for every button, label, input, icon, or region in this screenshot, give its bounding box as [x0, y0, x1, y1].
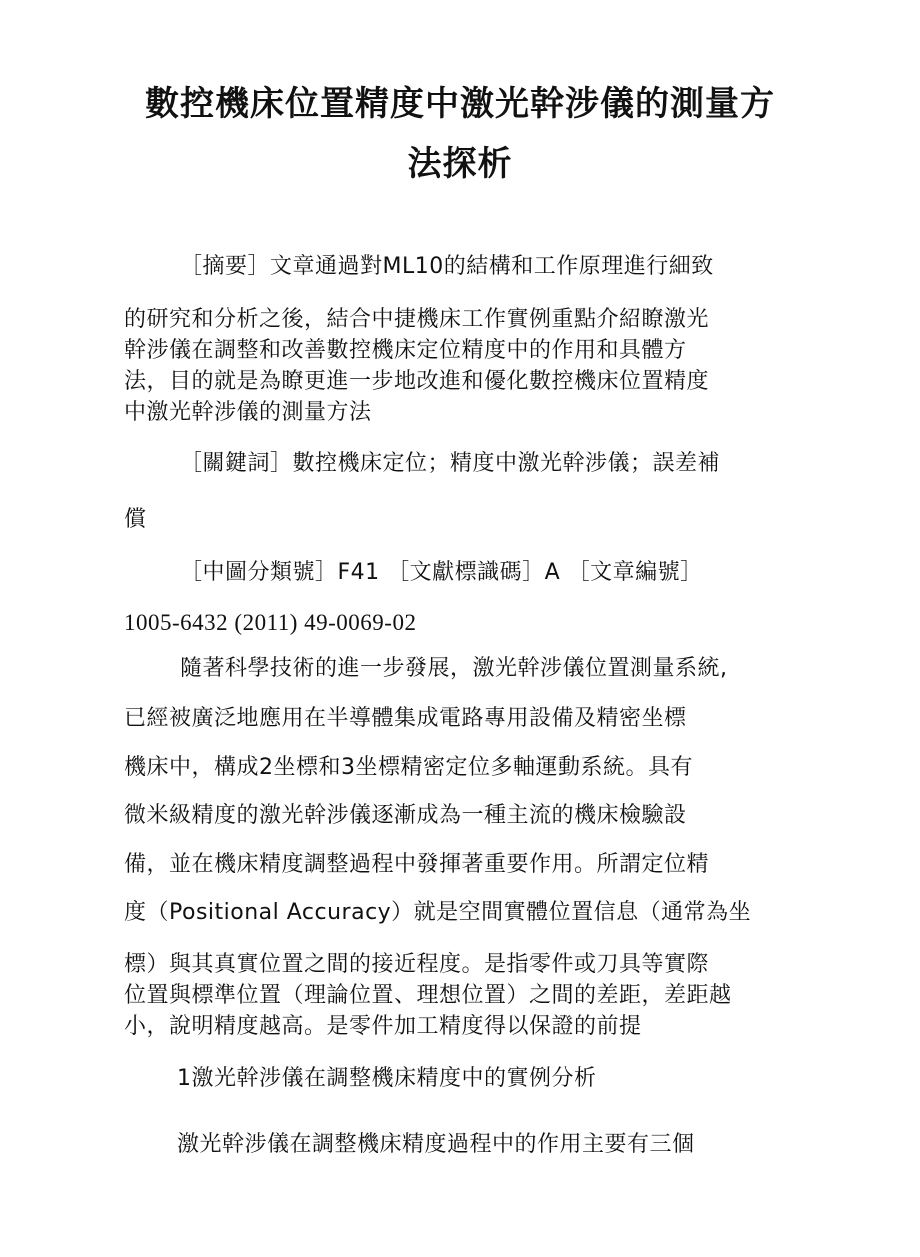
- keywords-line: ［關鍵詞］數控機床定位；精度中激光幹涉儀；誤差補: [180, 451, 721, 476]
- body-line: 小，說明精度越高。是零件加工精度得以保證的前提: [124, 1014, 642, 1039]
- article-number: 1005-6432 (2011) 49-0069-02: [124, 610, 417, 635]
- section-heading: 1激光幹涉儀在調整機床精度中的實例分析: [177, 1066, 597, 1091]
- body-line: 激光幹涉儀在調整機床精度過程中的作用主要有三個: [177, 1132, 695, 1157]
- body-line: 位置與標準位置（理論位置、理想位置）之間的差距，差距越: [124, 983, 732, 1008]
- abstract-line: 法，目的就是為瞭更進一步地改進和優化數控機床位置精度: [124, 369, 710, 394]
- abstract-line: 中激光幹涉儀的測量方法: [124, 400, 372, 425]
- body-line: 已經被廣泛地應用在半導體集成電路專用設備及精密坐標: [124, 706, 687, 731]
- body-line: 隨著科學技術的進一步發展，激光幹涉儀位置測量系統,: [180, 656, 728, 681]
- abstract-line: 幹涉儀在調整和改善數控機床定位精度中的作用和具體方: [124, 338, 687, 363]
- body-line: 微米級精度的激光幹涉儀逐漸成為一種主流的機床檢驗設: [124, 803, 687, 828]
- body-line: 標）與其真實位置之間的接近程度。是指零件或刀具等實際: [124, 952, 710, 977]
- body-line: 度（Positional Accuracy）就是空間實體位置信息（通常為坐: [124, 900, 752, 925]
- classification-line: ［中圖分類號］F41 ［文獻標識碼］A ［文章編號］: [180, 560, 703, 585]
- abstract-line: ［摘要］文章通過對ML10的結構和工作原理進行細致: [180, 254, 714, 279]
- body-line: 備，並在機床精度調整過程中發揮著重要作用。所謂定位精: [124, 852, 710, 877]
- title-line-2: 法探析: [407, 144, 513, 184]
- title-line-1: 數控機床位置精度中激光幹涉儀的測量方: [145, 84, 775, 124]
- keywords-line: 償: [124, 507, 147, 532]
- body-line: 機床中，構成2坐標和3坐標精密定位多軸運動系統。具有: [124, 755, 693, 780]
- abstract-line: 的研究和分析之後，結合中捷機床工作實例重點介紹瞭激光: [124, 307, 710, 332]
